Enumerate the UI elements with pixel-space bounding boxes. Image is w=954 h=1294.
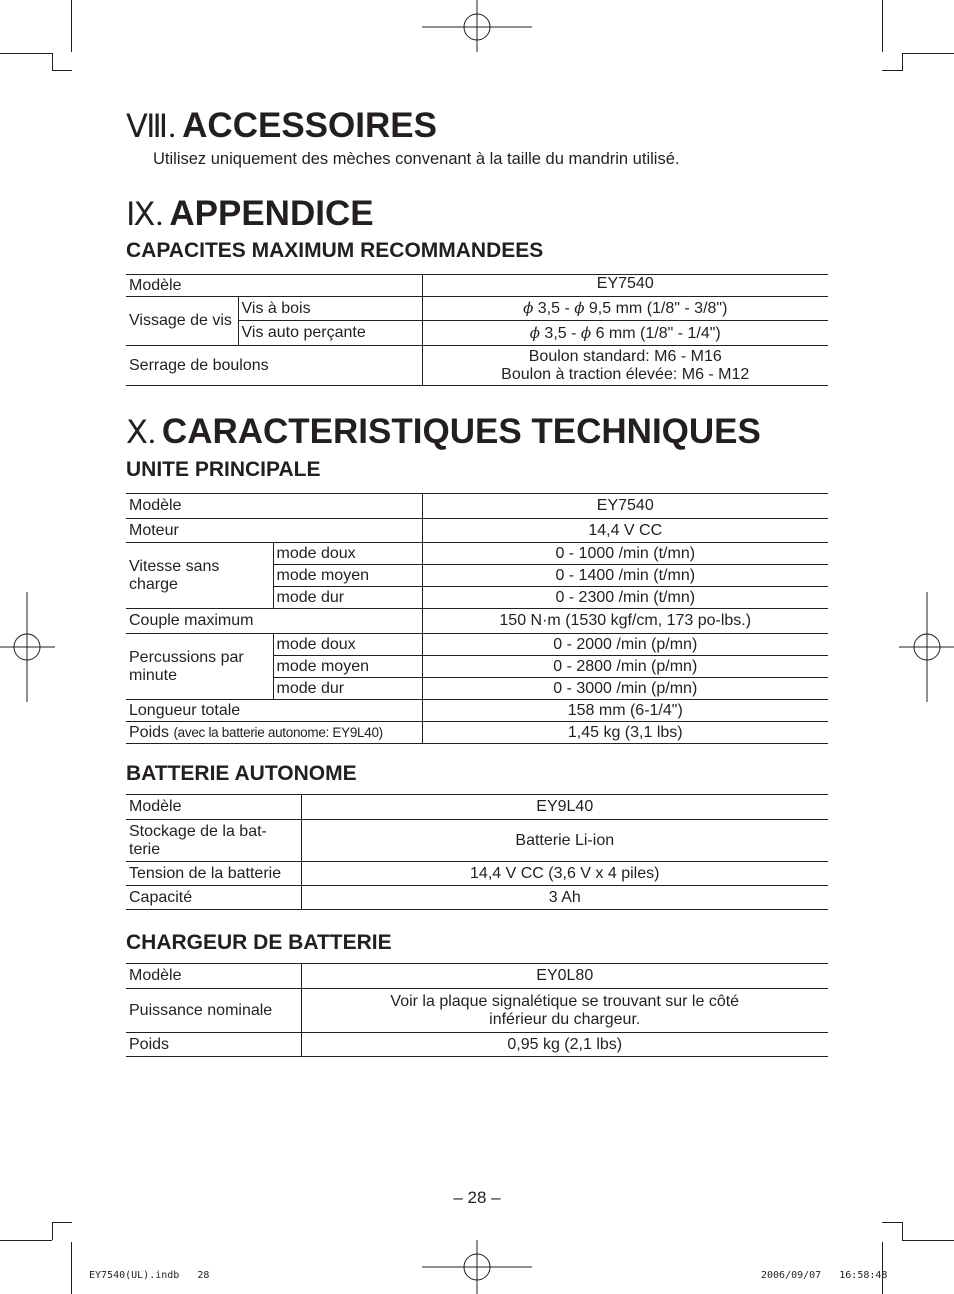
table-row — [126, 543, 828, 565]
serrage-traction: Boulon à traction élevée: M6 - M12 — [501, 365, 750, 383]
puissance-label: Puissance nominale — [126, 989, 301, 1033]
table-row — [126, 297, 828, 321]
modele-label: Modèle — [126, 494, 422, 519]
capacite-label: Capacité — [126, 886, 301, 910]
section-number: Ⅹ. — [126, 414, 156, 450]
section-title-caracteristiques — [126, 412, 761, 452]
diameter-icon: ϕ — [574, 299, 585, 317]
table-row — [126, 886, 828, 910]
moteur-value: 14,4 V CC — [422, 519, 828, 543]
registration-mark-right — [899, 592, 954, 702]
serrage-standard: Boulon standard: M6 - M16 — [528, 347, 722, 365]
section-title-appendice — [126, 194, 374, 234]
batterie-table — [126, 794, 828, 910]
vis-auto-min: 3,5 - — [544, 324, 581, 342]
capacite-value: 3 Ah — [301, 886, 828, 910]
puissance-line-1: Voir la plaque signalétique se trouvant sur le côté — [390, 992, 740, 1010]
puissance-value — [301, 989, 828, 1033]
modele-value: EY7540 — [422, 275, 828, 297]
table-row — [126, 346, 828, 386]
vissage-label: Vissage de vis — [126, 297, 238, 346]
diameter-icon: ϕ — [529, 323, 540, 342]
tension-value: 14,4 V CC (3,6 V x 4 piles) — [301, 862, 828, 886]
section-title-text: ACCESSOIRES — [182, 106, 437, 145]
poids-note: (avec la batterie autonome: EY9L40) — [173, 724, 383, 740]
mode-dur-label: mode dur — [273, 678, 422, 700]
table-row — [126, 989, 828, 1033]
table-row — [126, 634, 828, 656]
table-row — [126, 609, 828, 634]
slug-file: EY7540(UL).indb 28 — [89, 1270, 210, 1281]
modele-label: Modèle — [126, 964, 301, 989]
mode-dur-label: mode dur — [273, 587, 422, 609]
vis-bois-min: 3,5 - — [537, 300, 575, 317]
chargeur-table — [126, 963, 828, 1057]
poids-label — [126, 722, 422, 744]
table-row — [126, 519, 828, 543]
registration-mark-bottom — [422, 1240, 532, 1294]
couple-value: 150 N·m (1530 kgf/cm, 173 po-lbs.) — [422, 609, 828, 634]
registration-mark-left — [0, 592, 55, 702]
table-row — [126, 275, 828, 297]
perc-doux-value: 0 - 2000 /min (p/mn) — [422, 634, 828, 656]
table-row — [126, 795, 828, 820]
vis-bois-max: 9,5 mm (1/8" - 3/8") — [588, 300, 728, 317]
modele-label: Modèle — [126, 275, 422, 297]
couple-label: Couple maximum — [126, 609, 422, 634]
vitesse-label: Vitesse sans charge — [126, 543, 273, 609]
section-number: Ⅷ. — [126, 108, 177, 144]
poids-label: Poids — [126, 1033, 301, 1057]
perc-moyen-value: 0 - 2800 /min (p/mn) — [422, 656, 828, 678]
section-title-text: CARACTERISTIQUES TECHNIQUES — [161, 412, 761, 451]
table-row — [126, 1033, 828, 1057]
subtitle-unite: UNITE PRINCIPALE — [126, 458, 321, 481]
modele-value: EY7540 — [422, 494, 828, 519]
percussions-label: Percussions par minute — [126, 634, 273, 700]
subtitle-chargeur: CHARGEUR DE BATTERIE — [126, 931, 392, 954]
poids-value: 0,95 kg (2,1 lbs) — [301, 1033, 828, 1057]
section-title-text: APPENDICE — [169, 194, 374, 233]
subtitle-batterie: BATTERIE AUTONOME — [126, 762, 357, 785]
page-number: – 28 – — [453, 1188, 501, 1207]
vis-auto-max: 6 mm (1/8" - 1/4") — [595, 324, 721, 342]
mode-doux-label: mode doux — [273, 634, 422, 656]
accessoires-text: Utilisez uniquement des mèches convenant à la taille du mandrin utilisé. — [153, 150, 680, 168]
section-title-accessoires — [126, 106, 437, 146]
serrage-value — [422, 346, 828, 386]
serrage-label: Serrage de boulons — [126, 346, 422, 386]
unite-table — [126, 493, 828, 744]
vitesse-doux-value: 0 - 1000 /min (t/mn) — [422, 543, 828, 565]
modele-value: EY9L40 — [301, 795, 828, 820]
diameter-icon: ϕ — [580, 323, 592, 342]
table-row — [126, 494, 828, 519]
longueur-value: 158 mm (6-1/4") — [422, 700, 828, 722]
capacites-table — [126, 274, 828, 386]
tension-label: Tension de la batterie — [126, 862, 301, 886]
table-row — [126, 700, 828, 722]
table-row — [126, 722, 828, 744]
table-row — [126, 820, 828, 862]
table-row — [126, 964, 828, 989]
subtitle-capacites: CAPACITES MAXIMUM RECOMMANDEES — [126, 239, 544, 262]
moteur-label: Moteur — [126, 519, 422, 543]
poids-label-text: Poids — [129, 723, 170, 741]
mode-moyen-label: mode moyen — [273, 656, 422, 678]
diameter-icon: ϕ — [523, 299, 534, 317]
stockage-value: Batterie Li-ion — [301, 820, 828, 862]
section-number: Ⅸ. — [126, 196, 164, 232]
modele-value: EY0L80 — [301, 964, 828, 989]
vis-auto-value — [422, 321, 828, 346]
modele-label: Modèle — [126, 795, 301, 820]
vitesse-dur-value: 0 - 2300 /min (t/mn) — [422, 587, 828, 609]
mode-doux-label: mode doux — [273, 543, 422, 565]
vis-bois-label: Vis à bois — [238, 297, 422, 321]
mode-moyen-label: mode moyen — [273, 565, 422, 587]
perc-dur-value: 0 - 3000 /min (p/mn) — [422, 678, 828, 700]
stockage-label: Stockage de la bat-terie — [126, 820, 301, 862]
poids-value: 1,45 kg (3,1 lbs) — [422, 722, 828, 744]
registration-mark-top — [422, 0, 532, 55]
vis-bois-value — [422, 297, 828, 321]
puissance-line-2: inférieur du chargeur. — [489, 1010, 641, 1028]
vis-auto-label: Vis auto perçante — [238, 321, 422, 346]
vitesse-moyen-value: 0 - 1400 /min (t/mn) — [422, 565, 828, 587]
slug-date: 2006/09/07 16:58:48 — [761, 1270, 888, 1281]
table-row — [126, 862, 828, 886]
longueur-label: Longueur totale — [126, 700, 422, 722]
